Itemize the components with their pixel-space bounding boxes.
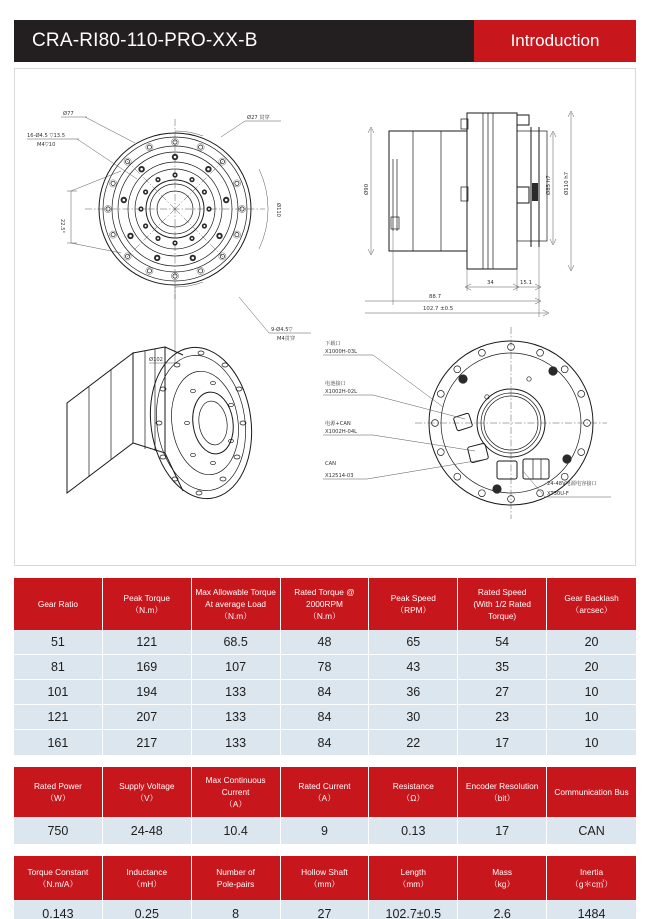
label-battery-port: 电池接口 bbox=[325, 381, 346, 387]
isometric-view-drawing bbox=[23, 327, 319, 535]
table-cell: 22 bbox=[369, 730, 458, 755]
table-cell: 23 bbox=[458, 705, 547, 730]
section-label: Introduction bbox=[510, 31, 600, 50]
callout-m4-through: M4贯穿 bbox=[277, 336, 296, 342]
table-cell: 20 bbox=[547, 630, 636, 655]
col-supply-voltage: Supply Voltage （V） bbox=[103, 767, 192, 817]
table-cell: 84 bbox=[281, 730, 370, 755]
part-download-port: X1000H-03L bbox=[325, 349, 358, 355]
col-communication-bus: Communication Bus bbox=[547, 767, 636, 817]
col-hollow-shaft: Hollow Shaft （mm） bbox=[281, 856, 370, 900]
col-pole-pairs: Number of Pole-pairs bbox=[192, 856, 281, 900]
col-rated-power: Rated Power （W） bbox=[14, 767, 103, 817]
table-cell: 27 bbox=[458, 680, 547, 705]
mechanical-table-body bbox=[14, 900, 636, 919]
header-section-bar bbox=[474, 20, 636, 62]
dim-887: 88.7 bbox=[429, 294, 442, 300]
front-view-callouts bbox=[27, 110, 311, 363]
callout-m4-10: M4▽10 bbox=[37, 142, 56, 148]
section-body bbox=[389, 113, 547, 269]
callout-d27-through: Ø27 贯穿 bbox=[247, 115, 270, 121]
table-cell: 27 bbox=[281, 900, 370, 919]
table-cell: 65 bbox=[369, 630, 458, 655]
table-cell: 43 bbox=[369, 655, 458, 680]
label-can-port: CAN bbox=[325, 461, 337, 467]
table-cell: 81 bbox=[14, 655, 103, 680]
electrical-specification-table bbox=[14, 767, 636, 844]
table-row bbox=[14, 655, 636, 680]
col-gear-ratio: Gear Ratio bbox=[14, 578, 103, 630]
section-view-drawing bbox=[357, 91, 633, 323]
table-cell: 750 bbox=[14, 817, 103, 844]
table-header-row bbox=[14, 578, 636, 630]
callout-d102: Ø102 bbox=[149, 357, 163, 363]
part-power-cap-port: XT30U-F bbox=[547, 491, 569, 497]
col-rated-torque: Rated Torque @ 2000RPM （N.m） bbox=[281, 578, 370, 630]
table-row bbox=[14, 680, 636, 705]
table-cell: 17 bbox=[458, 730, 547, 755]
table-cell: 10 bbox=[547, 680, 636, 705]
dim-d85h7: Ø85 h7 bbox=[546, 175, 552, 195]
table-cell: 217 bbox=[103, 730, 192, 755]
table-cell: 20 bbox=[547, 655, 636, 680]
part-power-can-port: X1002H-04L bbox=[325, 429, 358, 435]
table-cell: 0.13 bbox=[369, 817, 458, 844]
label-power-can-port: 电源+CAN bbox=[325, 421, 351, 427]
table-cell: 10 bbox=[547, 705, 636, 730]
col-inertia: Inertia （g＊c㎡） bbox=[547, 856, 636, 900]
table-cell: 35 bbox=[458, 655, 547, 680]
table-row bbox=[14, 705, 636, 730]
table-cell: 54 bbox=[458, 630, 547, 655]
table-cell: 133 bbox=[192, 680, 281, 705]
part-battery-port: X1002H-02L bbox=[325, 389, 358, 395]
table-cell: 194 bbox=[103, 680, 192, 705]
table-cell: 121 bbox=[103, 630, 192, 655]
table-header-row bbox=[14, 856, 636, 900]
col-length: Length （mm） bbox=[369, 856, 458, 900]
table-cell: 48 bbox=[281, 630, 370, 655]
table-cell: 1484 bbox=[547, 900, 636, 919]
header-model-bar bbox=[14, 20, 474, 62]
table-cell: 133 bbox=[192, 705, 281, 730]
callout-angle: 22.5° bbox=[59, 219, 65, 234]
table-row bbox=[14, 730, 636, 755]
col-max-allowable-torque: Max Allowable Torque At average Load （N.m） bbox=[192, 578, 281, 630]
page-header bbox=[14, 20, 636, 62]
dim-d90: Ø90 bbox=[364, 183, 370, 195]
table-cell: 68.5 bbox=[192, 630, 281, 655]
col-peak-speed: Peak Speed （RPM） bbox=[369, 578, 458, 630]
rear-connector-labels bbox=[323, 339, 611, 497]
table-row bbox=[14, 900, 636, 919]
page-title: CRA-RI80-110-PRO-XX-B bbox=[32, 30, 258, 51]
table-row bbox=[14, 630, 636, 655]
gear-table-body bbox=[14, 630, 636, 755]
callout-9xd45: 9-Ø4.5▽ bbox=[271, 327, 293, 333]
callout-d110: Ø110 bbox=[275, 203, 281, 217]
section-dimensions bbox=[363, 111, 574, 317]
table-cell: 30 bbox=[369, 705, 458, 730]
table-cell: 2.6 bbox=[458, 900, 547, 919]
dim-d110h7: Ø110 h7 bbox=[564, 171, 570, 195]
table-cell: 101 bbox=[14, 680, 103, 705]
iso-body bbox=[67, 341, 261, 505]
col-resistance: Resistance （Ω） bbox=[369, 767, 458, 817]
table-cell: 161 bbox=[14, 730, 103, 755]
part-can-port: X12514-03 bbox=[325, 473, 354, 479]
table-cell: 17 bbox=[458, 817, 547, 844]
gear-specification-table bbox=[14, 578, 636, 755]
callout-d77: Ø77 bbox=[63, 111, 74, 117]
table-cell: 78 bbox=[281, 655, 370, 680]
dim-151: 15.1 bbox=[520, 280, 533, 286]
col-rated-current: Rated Current （A） bbox=[281, 767, 370, 817]
table-header-row bbox=[14, 767, 636, 817]
table-cell: 36 bbox=[369, 680, 458, 705]
table-cell: 207 bbox=[103, 705, 192, 730]
table-cell: CAN bbox=[547, 817, 636, 844]
table-cell: 133 bbox=[192, 730, 281, 755]
table-cell: 102.7±0.5 bbox=[369, 900, 458, 919]
table-cell: 24-48 bbox=[103, 817, 192, 844]
front-view-drawing bbox=[25, 91, 325, 363]
mechanical-specification-table bbox=[14, 856, 636, 919]
col-encoder-resolution: Encoder Resolution （bit） bbox=[458, 767, 547, 817]
electrical-table-body bbox=[14, 817, 636, 844]
table-cell: 10 bbox=[547, 730, 636, 755]
table-cell: 121 bbox=[14, 705, 103, 730]
table-cell: 84 bbox=[281, 705, 370, 730]
table-cell: 84 bbox=[281, 680, 370, 705]
table-cell: 0.143 bbox=[14, 900, 103, 919]
col-peak-torque: Peak Torque （N.m） bbox=[103, 578, 192, 630]
table-cell: 0.25 bbox=[103, 900, 192, 919]
drawings-panel bbox=[14, 68, 636, 566]
dim-1027: 102.7 ±0.5 bbox=[423, 306, 454, 312]
table-row bbox=[14, 817, 636, 844]
table-cell: 8 bbox=[192, 900, 281, 919]
rear-view-drawing bbox=[315, 319, 633, 531]
table-cell: 107 bbox=[192, 655, 281, 680]
table-cell: 10.4 bbox=[192, 817, 281, 844]
table-cell: 51 bbox=[14, 630, 103, 655]
label-power-cap-port: 24-48V电源电容接口 bbox=[547, 481, 597, 487]
col-max-continuous-current: Max Continuous Current （A） bbox=[192, 767, 281, 817]
col-torque-constant: Torque Constant （N.m/A） bbox=[14, 856, 103, 900]
table-cell: 9 bbox=[281, 817, 370, 844]
specification-tables bbox=[14, 578, 636, 919]
col-inductance: Inductance （mH） bbox=[103, 856, 192, 900]
table-cell: 169 bbox=[103, 655, 192, 680]
callout-16xd45: 16-Ø4.5 ▽13.5 bbox=[27, 133, 65, 139]
col-rated-speed: Rated Speed (With 1/2 Rated Torque) bbox=[458, 578, 547, 630]
col-gear-backlash: Gear Backlash （arcsec） bbox=[547, 578, 636, 630]
label-download-port: 下载口 bbox=[325, 341, 341, 347]
dim-34: 34 bbox=[487, 280, 494, 286]
col-mass: Mass （kg） bbox=[458, 856, 547, 900]
